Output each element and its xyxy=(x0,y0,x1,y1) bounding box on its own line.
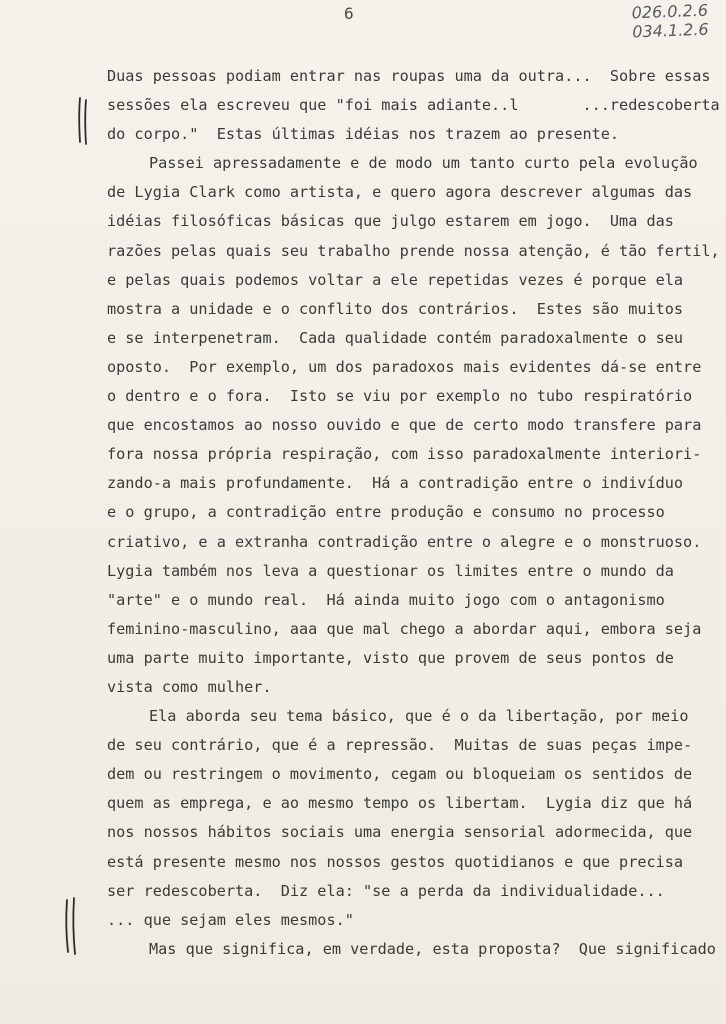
text-line: mostra a unidade e o conflito dos contrários. Estes são muitos xyxy=(107,299,684,318)
text-line: e pelas quais podemos voltar a ele repetidas vezes é porque ela xyxy=(107,270,684,289)
text-line: Mas que significa, em verdade, esta proposta? Que significado xyxy=(149,939,716,958)
handwritten-margin-mark xyxy=(76,96,90,146)
text-line: está presente mesmo nos nossos gestos quotidianos e que precisa xyxy=(107,852,684,871)
text-line: feminino-masculino, aaa que mal chego a abordar aqui, embora seja xyxy=(107,619,702,638)
text-line: "arte" e o mundo real. Há ainda muito jogo com o antagonismo xyxy=(107,590,665,609)
text-line: nos nossos hábitos sociais uma energia sensorial adormecida, que xyxy=(107,823,693,842)
text-line: criativo, e a extranha contradição entre o alegre e o monstruoso. xyxy=(107,532,702,551)
archive-codes xyxy=(631,1,709,42)
text-line: de seu contrário, que é a repressão. Muitas de suas peças impe- xyxy=(107,736,693,755)
text-line: oposto. Por exemplo, um dos paradoxos mais evidentes dá-se entre xyxy=(107,357,702,376)
text-line: idéias filosóficas básicas que julgo estarem em jogo. Uma das xyxy=(107,212,674,231)
handwritten-margin-mark xyxy=(62,896,76,956)
text-line: vista como mulher. xyxy=(107,677,272,696)
text-line: dem ou restringem o movimento, cegam ou bloqueiam os sentidos de xyxy=(107,765,693,784)
archive-code: 026.0.2.6 xyxy=(631,0,708,23)
text-line: e o grupo, a contradição entre produção e consumo no processo xyxy=(107,503,665,522)
text-line: sessões ela escreveu que "foi mais adiante..l ...redescoberta xyxy=(107,96,720,115)
text-line: Ela aborda seu tema básico, que é o da libertação, por meio xyxy=(149,707,689,726)
text-line: ser redescoberta. Diz ela: "se a perda da individualidade... xyxy=(107,881,665,900)
page-number: 6 xyxy=(344,4,354,23)
text-line: quem as emprega, e ao mesmo tempo os libertam. Lygia diz que há xyxy=(107,794,693,813)
text-line: fora nossa própria respiração, com isso paradoxalmente interiori- xyxy=(107,445,702,464)
text-line: razões pelas quais seu trabalho prende nossa atenção, é tão fertil, xyxy=(107,241,720,260)
text-line: zando-a mais profundamente. Há a contradição entre o indivíduo xyxy=(107,474,684,493)
text-line: Passei apressadamente e de modo um tanto curto pela evolução xyxy=(149,154,698,173)
body-text xyxy=(107,62,720,964)
archive-code: 034.1.2.6 xyxy=(631,19,709,42)
text-line: Duas pessoas podiam entrar nas roupas uma da outra... Sobre essas xyxy=(107,67,711,85)
text-line: o dentro e o fora. Isto se viu por exemplo no tubo respiratório xyxy=(107,387,693,406)
text-line: do corpo." Estas últimas idéias nos trazem ao presente. xyxy=(107,125,620,144)
text-line: que encostamos ao nosso ouvido e que de certo modo transfere para xyxy=(107,416,702,435)
text-line: e se interpenetram. Cada qualidade contém paradoxalmente o seu xyxy=(107,328,684,347)
text-line: de Lygia Clark como artista, e quero agora descrever algumas das xyxy=(107,183,693,202)
text-line: uma parte muito importante, visto que provem de seus pontos de xyxy=(107,648,674,667)
text-line: ... que sejam eles mesmos." xyxy=(107,910,354,929)
text-line: Lygia também nos leva a questionar os limites entre o mundo da xyxy=(107,561,674,580)
